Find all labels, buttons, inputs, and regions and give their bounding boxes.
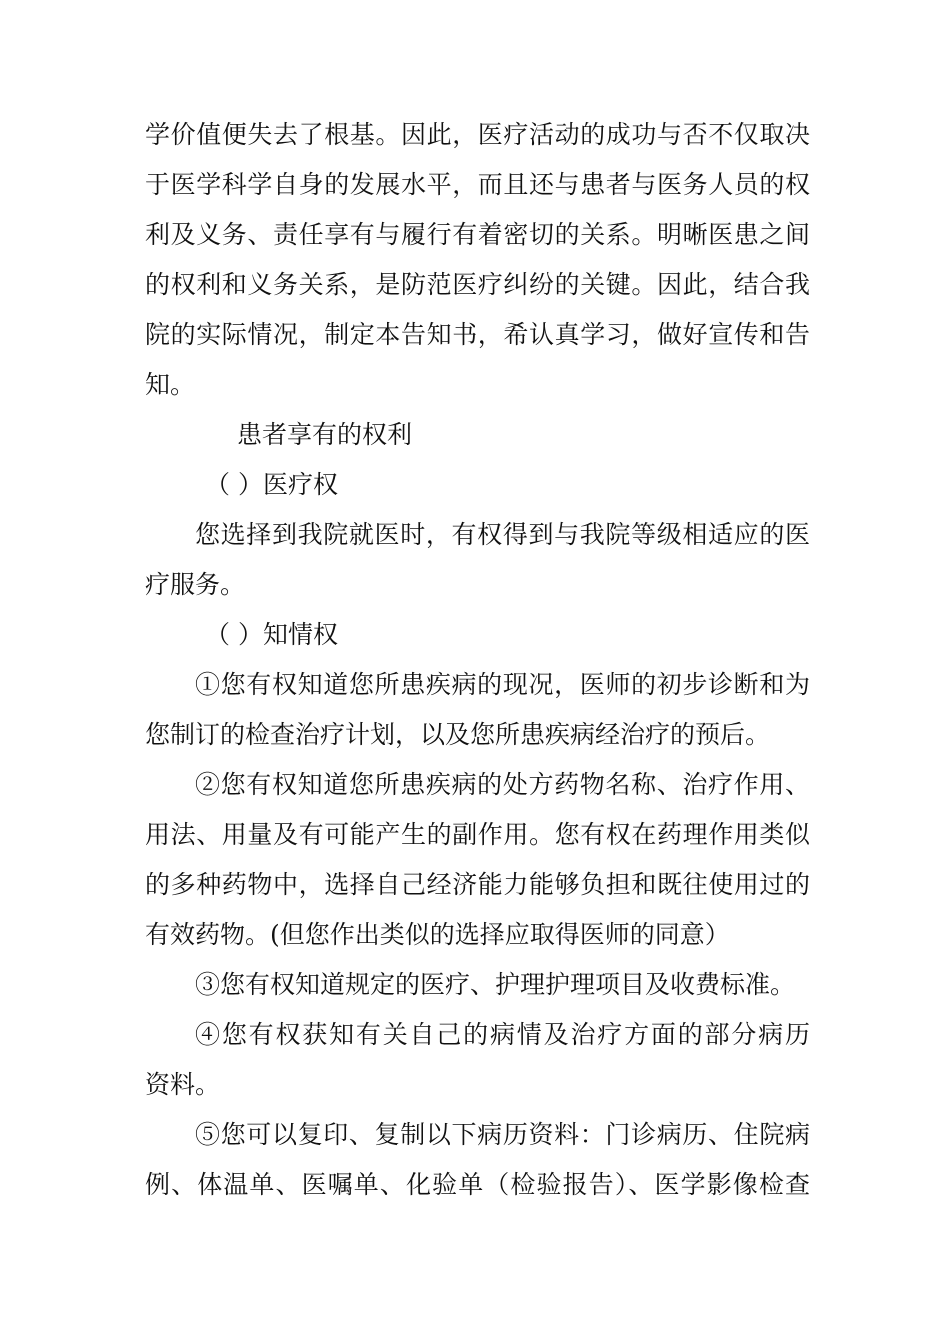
paragraph-line: 资料。 (145, 1070, 221, 1099)
paragraph-line: 知。 (145, 370, 196, 399)
paragraph-line: 您制订的检查治疗计划，以及您所患疾病经治疗的预后。 (145, 720, 771, 749)
paragraph-line: 您选择到我院就医时，有权得到与我院等级相适应的医 (195, 520, 810, 549)
paragraph-line: ④您有权获知有关自己的病情及治疗方面的部分病历 (195, 1020, 810, 1049)
paragraph-line: 学价值便失去了根基。因此，医疗活动的成功与否不仅取决 (145, 120, 810, 149)
paragraph-line: 的权利和义务关系，是防范医疗纠纷的关键。因此，结合我 (145, 270, 810, 299)
paragraph-line: 的多种药物中，选择自己经济能力能够负担和既往使用过的 (145, 870, 810, 899)
paragraph-line: 有效药物。(但您作出类似的选择应取得医师的同意） (145, 920, 730, 949)
paragraph-line: ②您有权知道您所患疾病的处方药物名称、治疗作用、 (195, 770, 810, 799)
paragraph-line: 利及义务、责任享有与履行有着密切的关系。明晰医患之间 (145, 220, 810, 249)
paragraph-line: 院的实际情况，制定本告知书，希认真学习，做好宣传和告 (145, 320, 810, 349)
paragraph-line: 疗服务。 (145, 570, 246, 599)
section-heading: 患者享有的权利 (237, 420, 413, 449)
paragraph-line: 用法、用量及有可能产生的副作用。您有权在药理作用类似 (145, 820, 810, 849)
paragraph-line: 于医学科学自身的发展水平，而且还与患者与医务人员的权 (145, 170, 810, 199)
paragraph-line: ①您有权知道您所患疾病的现况，医师的初步诊断和为 (195, 670, 810, 699)
subsection-heading: （ ）知情权 (205, 620, 338, 649)
paragraph-line: ③您有权知道规定的医疗、护理护理项目及收费标准。 (195, 970, 796, 999)
document-body (145, 110, 810, 1210)
paragraph-line: 例、体温单、医嘱单、化验单（检验报告）、医学影像检查 (145, 1170, 810, 1199)
paragraph-line: ⑤您可以复印、复制以下病历资料：门诊病历、住院病 (195, 1120, 810, 1149)
subsection-heading: （ ）医疗权 (205, 470, 338, 499)
